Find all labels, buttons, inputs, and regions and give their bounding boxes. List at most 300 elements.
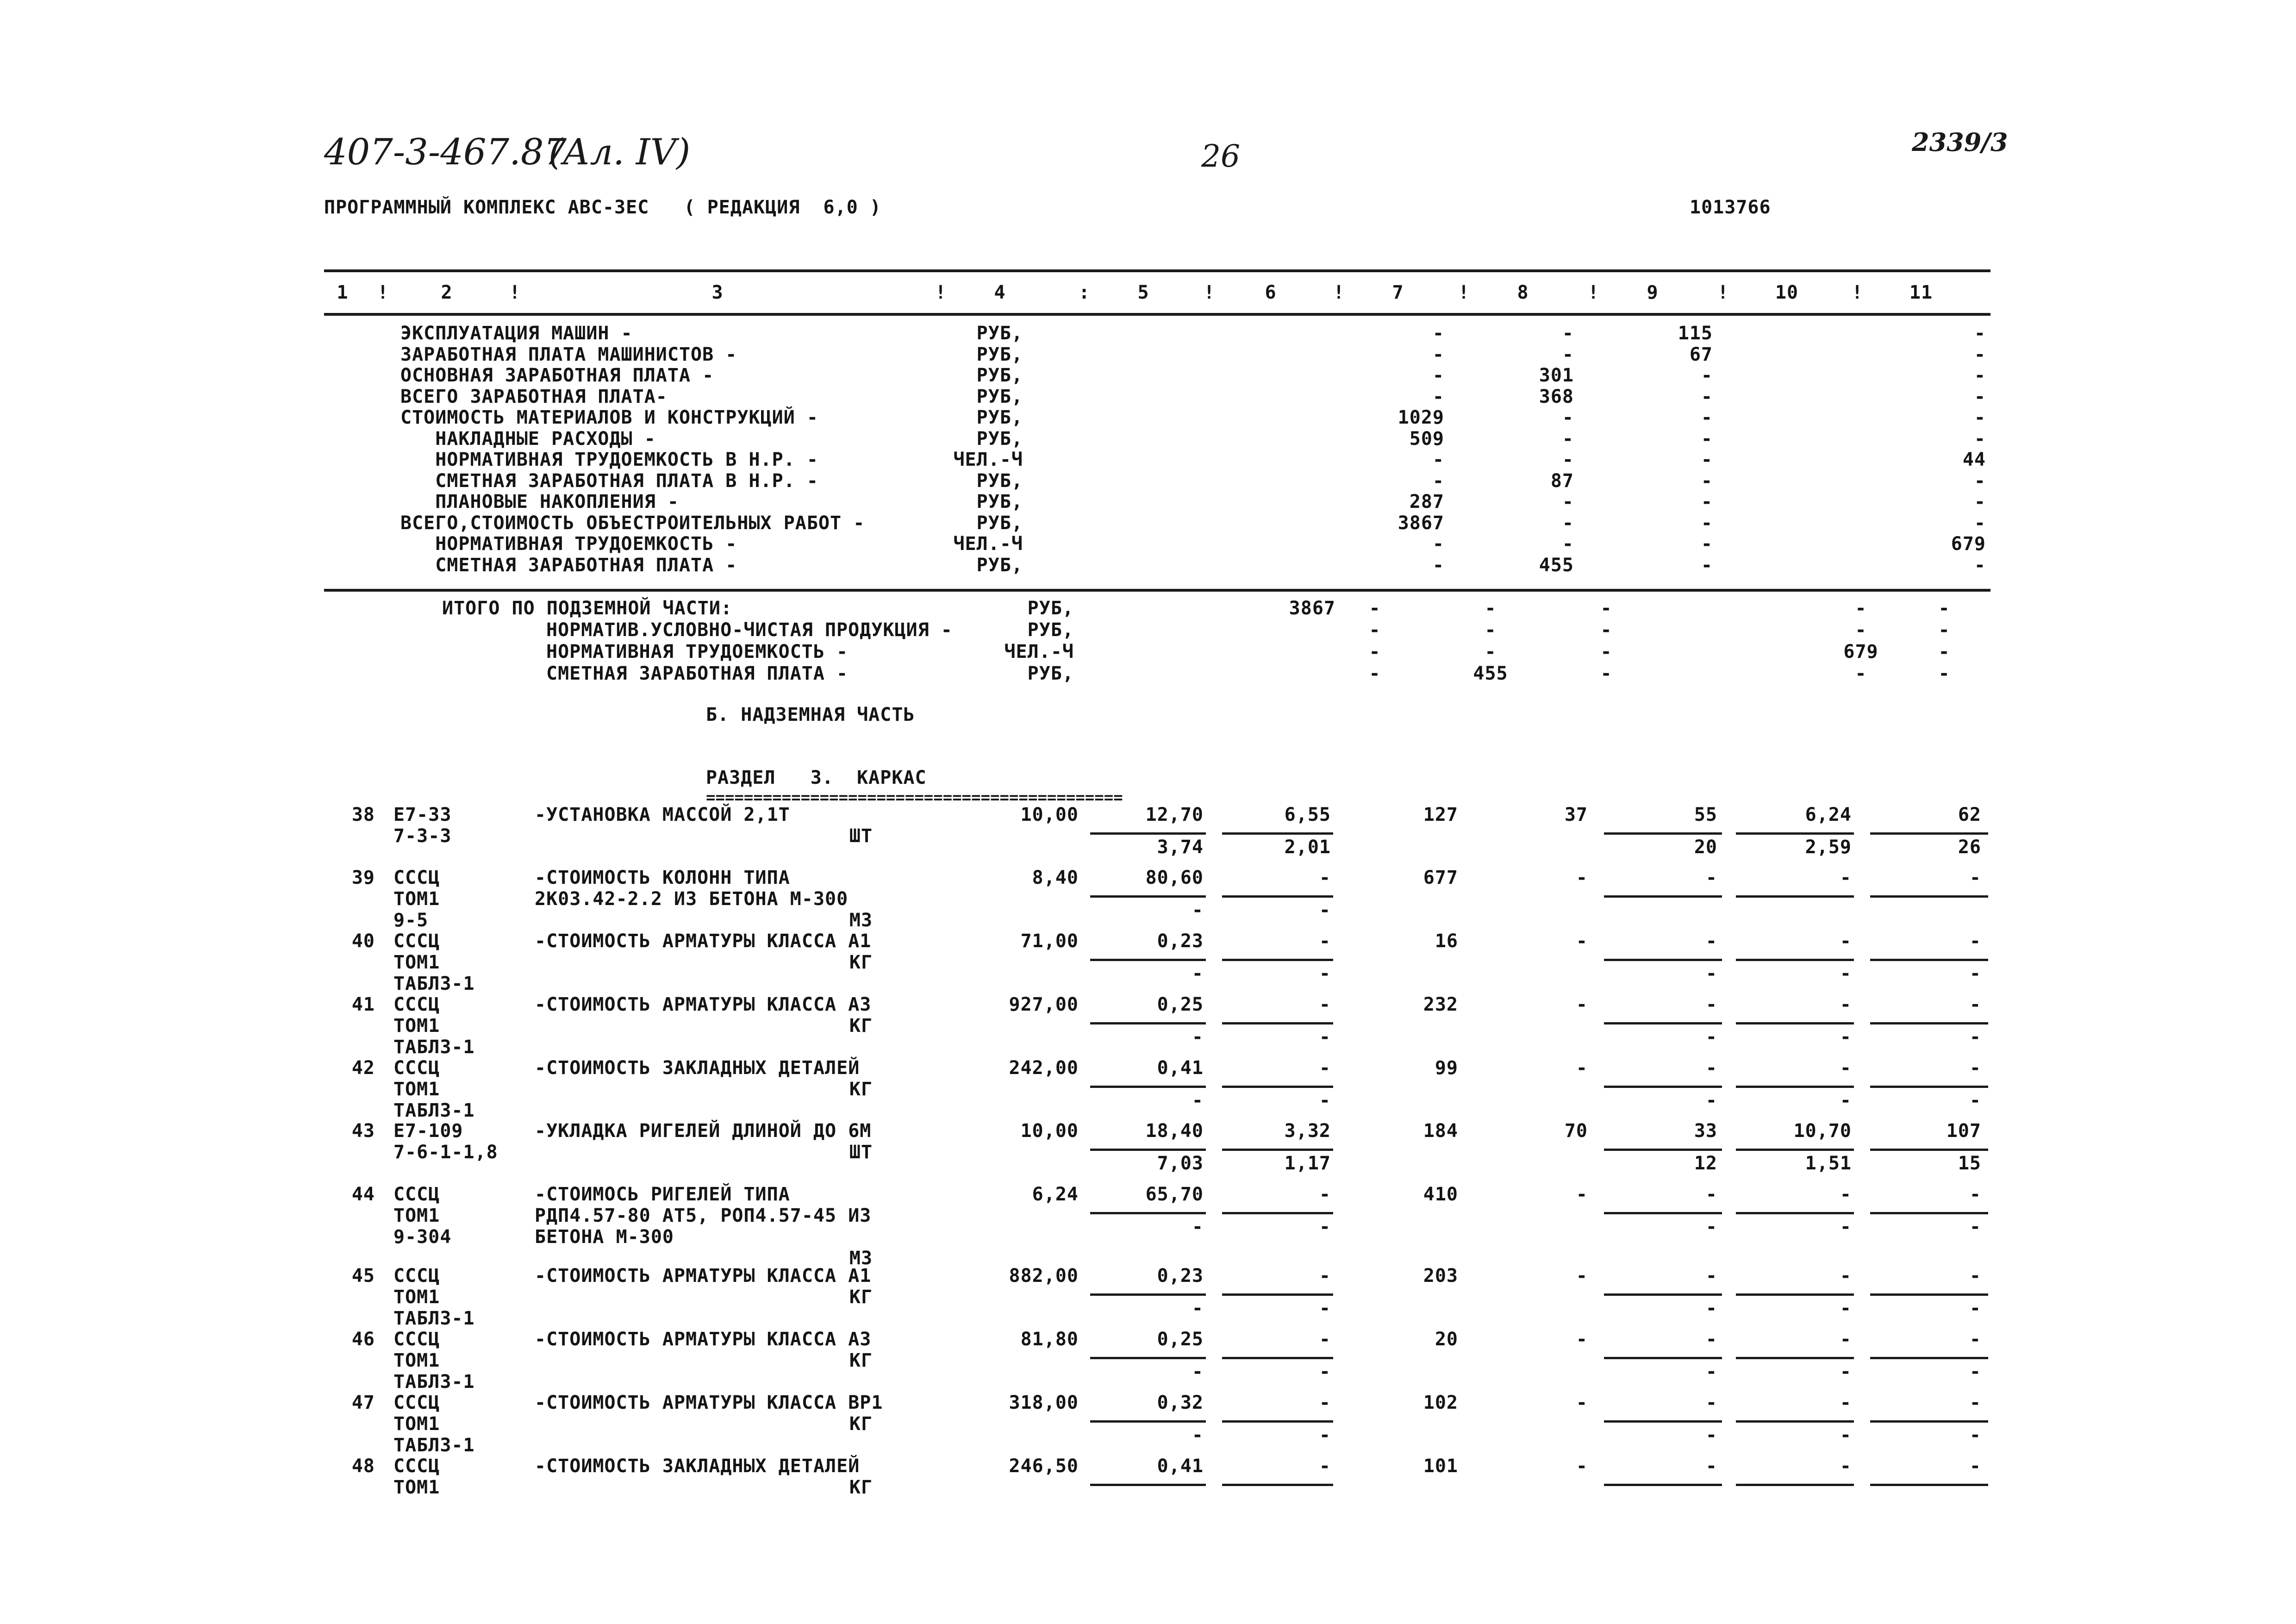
item-value-c10: - xyxy=(1840,931,1852,952)
item-quantity: 318,00 xyxy=(1009,1392,1079,1413)
summary-label: ПЛАНОВЫЕ НАКОПЛЕНИЯ - xyxy=(400,491,679,512)
summary-value-c11: 679 xyxy=(1951,533,1986,555)
underline-rule xyxy=(1222,1484,1333,1486)
summary-value-c8: 368 xyxy=(1539,386,1574,407)
item-code: СССЦ xyxy=(393,1392,440,1413)
total-label: НОРМАТИВ.УСЛОВНО-ЧИСТАЯ ПРОДУКЦИЯ - xyxy=(546,619,953,641)
summary-label: ВСЕГО,СТОИМОСТЬ ОБЪЕСТРОИТЕЛЬНЫХ РАБОТ - xyxy=(400,512,865,534)
item-subvalue-s6: - xyxy=(1319,1424,1331,1446)
underline-rule xyxy=(1870,832,1988,835)
item-subvalue-s5: 7,03 xyxy=(1157,1153,1204,1174)
item-value-c11: - xyxy=(1969,867,1981,888)
column-separator: ! xyxy=(1204,282,1216,303)
item-code: ТАБЛ3-1 xyxy=(393,1100,475,1121)
item-value-c9: - xyxy=(1705,1265,1717,1287)
total-unit: РУБ, xyxy=(1027,598,1074,619)
item-subvalue-s9: - xyxy=(1705,963,1717,984)
document-number: 1013766 xyxy=(1690,197,1771,218)
summary-value-c9: - xyxy=(1701,491,1713,512)
total-value-e: - xyxy=(1855,598,1867,619)
item-value-c10: - xyxy=(1840,1265,1852,1287)
item-quantity: 81,80 xyxy=(1020,1329,1079,1350)
subsection-heading: РАЗДЕЛ 3. КАРКАС xyxy=(706,767,927,788)
summary-value-c9: - xyxy=(1701,386,1713,407)
summary-unit: РУБ, xyxy=(976,512,1023,534)
item-subvalue-s5: - xyxy=(1192,899,1204,921)
underline-rule xyxy=(1222,1357,1333,1359)
item-value-c5: 0,41 xyxy=(1157,1057,1204,1079)
underline-rule xyxy=(1604,1357,1722,1359)
item-value-c6: - xyxy=(1319,1184,1331,1205)
total-value-e: 679 xyxy=(1843,641,1878,662)
item-value-c9: 55 xyxy=(1694,804,1717,825)
underline-rule xyxy=(1090,1357,1206,1359)
underline-rule xyxy=(1870,959,1988,961)
underline-rule xyxy=(1090,832,1206,835)
item-value-c6: - xyxy=(1319,1392,1331,1413)
item-number: 43 xyxy=(351,1120,375,1142)
item-code: СССЦ xyxy=(393,1057,440,1079)
summary-label: СМЕТНАЯ ЗАРАБОТНАЯ ПЛАТА - xyxy=(400,554,737,576)
summary-value-c8: - xyxy=(1562,344,1574,365)
column-number-3: 3 xyxy=(711,282,724,303)
item-code: ТОМ1 xyxy=(393,1477,440,1498)
underline-rule xyxy=(1604,1149,1722,1151)
item-subvalue-s5: - xyxy=(1192,1361,1204,1382)
item-value-c11: 62 xyxy=(1958,804,1981,825)
summary-label: НАКЛАДНЫЕ РАСХОДЫ - xyxy=(400,428,656,450)
total-unit: РУБ, xyxy=(1027,663,1074,684)
column-number-11: 11 xyxy=(1909,282,1933,303)
summary-unit: РУБ, xyxy=(976,470,1023,492)
item-subvalue-s11: 15 xyxy=(1958,1153,1981,1174)
summary-value-c11: - xyxy=(1974,365,1986,386)
item-code: Е7-33 xyxy=(393,804,452,825)
summary-unit: РУБ, xyxy=(976,365,1023,386)
item-value-c7: 677 xyxy=(1423,867,1458,888)
item-value-c9: - xyxy=(1705,1329,1717,1350)
item-value-c9: - xyxy=(1705,1184,1717,1205)
underline-rule xyxy=(1090,1149,1206,1151)
underline-rule xyxy=(1222,959,1333,961)
underline-rule xyxy=(1222,895,1333,898)
section-heading: Б. НАДЗЕМНАЯ ЧАСТЬ xyxy=(706,704,915,725)
item-value-c8: - xyxy=(1576,867,1588,888)
item-subvalue-s6: - xyxy=(1319,1216,1331,1237)
item-value-c6: 6,55 xyxy=(1284,804,1331,825)
item-description: РДП4.57-80 АТ5, РОП4.57-45 ИЗ xyxy=(535,1205,872,1226)
item-quantity: 10,00 xyxy=(1020,1120,1079,1142)
item-quantity: 882,00 xyxy=(1009,1265,1079,1287)
summary-value-c7: 509 xyxy=(1409,428,1444,450)
item-value-c7: 127 xyxy=(1423,804,1458,825)
summary-value-c8: 455 xyxy=(1539,554,1574,576)
underline-rule xyxy=(1736,1149,1854,1151)
summary-unit: РУБ, xyxy=(976,344,1023,365)
item-value-c5: 12,70 xyxy=(1145,804,1204,825)
item-number: 39 xyxy=(351,867,375,888)
underline-rule xyxy=(1222,1293,1333,1296)
summary-value-c9: - xyxy=(1701,554,1713,576)
item-unit: М3 xyxy=(849,910,873,931)
item-value-c7: 102 xyxy=(1423,1392,1458,1413)
item-number: 41 xyxy=(351,994,375,1015)
summary-value-c8: - xyxy=(1562,407,1574,428)
item-code: 9-5 xyxy=(393,910,429,931)
underline-rule xyxy=(1870,1293,1988,1296)
underline-rule xyxy=(1604,1293,1722,1296)
item-code: СССЦ xyxy=(393,1329,440,1350)
item-subvalue-s5: 3,74 xyxy=(1157,837,1204,858)
item-subvalue-s6: - xyxy=(1319,963,1331,984)
summary-value-c9: 115 xyxy=(1678,323,1713,344)
item-code: ТОМ1 xyxy=(393,1287,440,1308)
item-value-c11: 107 xyxy=(1946,1120,1981,1142)
underline-rule xyxy=(1604,1022,1722,1024)
item-value-c8: 70 xyxy=(1564,1120,1588,1142)
item-code: СССЦ xyxy=(393,1265,440,1287)
item-description: -СТОИМОСТЬ КОЛОНН ТИПА xyxy=(535,867,790,888)
item-code: СССЦ xyxy=(393,931,440,952)
item-value-c8: 37 xyxy=(1564,804,1588,825)
item-subvalue-s9: - xyxy=(1705,1026,1717,1048)
item-value-c8: - xyxy=(1576,1392,1588,1413)
summary-value-c9: - xyxy=(1701,533,1713,555)
underline-rule xyxy=(1604,832,1722,835)
item-value-c7: 184 xyxy=(1423,1120,1458,1142)
underline-rule xyxy=(1870,1357,1988,1359)
column-number-8: 8 xyxy=(1517,282,1529,303)
summary-value-c7: 3867 xyxy=(1398,512,1444,534)
column-separator: ! xyxy=(377,282,389,303)
total-value-b: - xyxy=(1369,598,1381,619)
total-value-b: - xyxy=(1369,641,1381,662)
column-number-10: 10 xyxy=(1775,282,1799,303)
item-subvalue-s11: - xyxy=(1969,1216,1981,1237)
item-unit: КГ xyxy=(849,1350,873,1371)
item-value-c7: 99 xyxy=(1435,1057,1458,1079)
summary-value-c7: - xyxy=(1432,365,1444,386)
summary-value-c7: 287 xyxy=(1409,491,1444,512)
total-value-d: - xyxy=(1600,598,1612,619)
item-description: -УСТАНОВКА МАССОЙ 2,1Т xyxy=(535,804,790,825)
underline-rule xyxy=(1870,1022,1988,1024)
underline-rule xyxy=(1090,895,1206,898)
column-number-4: 4 xyxy=(994,282,1006,303)
item-value-c5: 0,41 xyxy=(1157,1455,1204,1477)
item-number: 48 xyxy=(351,1455,375,1477)
column-number-9: 9 xyxy=(1647,282,1659,303)
summary-value-c11: - xyxy=(1974,407,1986,428)
subsection-rule: ============================================ xyxy=(706,788,1123,807)
document-code: 407-3-467.87 xyxy=(324,131,567,173)
item-subvalue-s6: - xyxy=(1319,1361,1331,1382)
total-value-b: - xyxy=(1369,619,1381,641)
total-unit: РУБ, xyxy=(1027,619,1074,641)
item-subvalue-s5: - xyxy=(1192,1298,1204,1319)
summary-value-c8: - xyxy=(1562,323,1574,344)
item-subvalue-s10: 2,59 xyxy=(1805,837,1852,858)
total-value-e: - xyxy=(1855,619,1867,641)
underline-rule xyxy=(1604,959,1722,961)
underline-rule xyxy=(1736,1212,1854,1214)
total-value-d: - xyxy=(1600,641,1612,662)
total-unit: ЧЕЛ.-Ч xyxy=(1004,641,1074,662)
underline-rule xyxy=(1870,1086,1988,1088)
item-code: ТОМ1 xyxy=(393,1205,440,1226)
summary-value-c11: 44 xyxy=(1962,449,1986,470)
item-value-c9: - xyxy=(1705,1455,1717,1477)
item-value-c10: - xyxy=(1840,1392,1852,1413)
summary-label: ЗАРАБОТНАЯ ПЛАТА МАШИНИСТОВ - xyxy=(400,344,737,365)
item-value-c7: 232 xyxy=(1423,994,1458,1015)
item-code: 7-6-1-1,8 xyxy=(393,1142,498,1163)
underline-rule xyxy=(1222,1149,1333,1151)
summary-value-c7: - xyxy=(1432,533,1444,555)
item-subvalue-s5: - xyxy=(1192,1026,1204,1048)
item-value-c10: - xyxy=(1840,994,1852,1015)
summary-value-c11: - xyxy=(1974,512,1986,534)
summary-value-c11: - xyxy=(1974,554,1986,576)
item-value-c8: - xyxy=(1576,1057,1588,1079)
total-title: ИТОГО ПО ПОДЗЕМНОЙ ЧАСТИ: xyxy=(442,598,733,619)
item-subvalue-s11: - xyxy=(1969,963,1981,984)
item-value-c7: 203 xyxy=(1423,1265,1458,1287)
underline-rule xyxy=(1604,1086,1722,1088)
item-subvalue-s10: 1,51 xyxy=(1805,1153,1852,1174)
item-quantity: 10,00 xyxy=(1020,804,1079,825)
column-separator: ! xyxy=(1333,282,1345,303)
summary-unit: РУБ, xyxy=(976,323,1023,344)
underline-rule xyxy=(1222,1086,1333,1088)
column-separator: ! xyxy=(1588,282,1600,303)
item-quantity: 246,50 xyxy=(1009,1455,1079,1477)
table-top-rule xyxy=(324,269,1990,272)
item-unit: КГ xyxy=(849,1287,873,1308)
item-subvalue-s11: - xyxy=(1969,1424,1981,1446)
summary-value-c8: - xyxy=(1562,512,1574,534)
item-value-c11: - xyxy=(1969,1455,1981,1477)
item-description: -СТОИМОСТЬ АРМАТУРЫ КЛАССА А3 xyxy=(535,994,872,1015)
underline-rule xyxy=(1090,1212,1206,1214)
item-subvalue-s5: - xyxy=(1192,1216,1204,1237)
item-code: ТОМ1 xyxy=(393,952,440,973)
column-number-2: 2 xyxy=(441,282,453,303)
item-subvalue-s6: - xyxy=(1319,1298,1331,1319)
item-subvalue-s10: - xyxy=(1840,1026,1852,1048)
item-value-c11: - xyxy=(1969,1265,1981,1287)
summary-value-c7: 1029 xyxy=(1398,407,1444,428)
summary-value-c11: - xyxy=(1974,491,1986,512)
item-subvalue-s9: - xyxy=(1705,1361,1717,1382)
summary-value-c8: - xyxy=(1562,428,1574,450)
summary-unit: ЧЕЛ.-Ч xyxy=(953,449,1023,470)
underline-rule xyxy=(1736,1086,1854,1088)
item-value-c6: - xyxy=(1319,931,1331,952)
item-code: ТОМ1 xyxy=(393,1413,440,1435)
item-subvalue-s10: - xyxy=(1840,1090,1852,1111)
item-unit: КГ xyxy=(849,1477,873,1498)
item-description: -СТОИМОСТЬ ЗАКЛАДНЫХ ДЕТАЛЕЙ xyxy=(535,1455,860,1477)
summary-value-c11: - xyxy=(1974,344,1986,365)
column-separator: ! xyxy=(1852,282,1864,303)
item-value-c8: - xyxy=(1576,994,1588,1015)
item-description: БЕТОНА М-300 xyxy=(535,1226,674,1248)
column-number-5: 5 xyxy=(1137,282,1149,303)
summary-unit: РУБ, xyxy=(976,554,1023,576)
item-value-c8: - xyxy=(1576,1184,1588,1205)
item-unit: КГ xyxy=(849,1413,873,1435)
total-value-b: - xyxy=(1369,663,1381,684)
summary-label: ОСНОВНАЯ ЗАРАБОТНАЯ ПЛАТА - xyxy=(400,365,714,386)
item-code: СССЦ xyxy=(393,1184,440,1205)
total-value-c: - xyxy=(1485,641,1497,662)
summary-label: СТОИМОСТЬ МАТЕРИАЛОВ И КОНСТРУКЦИЙ - xyxy=(400,407,818,428)
item-value-c10: - xyxy=(1840,867,1852,888)
item-value-c9: 33 xyxy=(1694,1120,1717,1142)
underline-rule xyxy=(1222,1022,1333,1024)
total-value-f: - xyxy=(1938,598,1950,619)
item-subvalue-s9: - xyxy=(1705,1424,1717,1446)
underline-rule xyxy=(1090,1086,1206,1088)
item-number: 44 xyxy=(351,1184,375,1205)
item-value-c11: - xyxy=(1969,994,1981,1015)
summary-value-c9: - xyxy=(1701,470,1713,492)
item-subvalue-s6: 2,01 xyxy=(1284,837,1331,858)
item-value-c6: 3,32 xyxy=(1284,1120,1331,1142)
item-value-c10: - xyxy=(1840,1184,1852,1205)
summary-value-c7: - xyxy=(1432,344,1444,365)
item-value-c6: - xyxy=(1319,1265,1331,1287)
item-subvalue-s10: - xyxy=(1840,1216,1852,1237)
item-value-c7: 101 xyxy=(1423,1455,1458,1477)
summary-unit: РУБ, xyxy=(976,386,1023,407)
item-number: 40 xyxy=(351,931,375,952)
summary-value-c9: 67 xyxy=(1689,344,1713,365)
column-header-rule xyxy=(324,313,1990,316)
item-value-c8: - xyxy=(1576,931,1588,952)
item-quantity: 71,00 xyxy=(1020,931,1079,952)
item-subvalue-s6: 1,17 xyxy=(1284,1153,1331,1174)
underline-rule xyxy=(1090,959,1206,961)
item-value-c9: - xyxy=(1705,1392,1717,1413)
item-subvalue-s11: - xyxy=(1969,1298,1981,1319)
summary-value-c8: - xyxy=(1562,491,1574,512)
underline-rule xyxy=(1736,832,1854,835)
underline-rule xyxy=(1090,1022,1206,1024)
summary-value-c7: - xyxy=(1432,554,1444,576)
total-label: СМЕТНАЯ ЗАРАБОТНАЯ ПЛАТА - xyxy=(546,663,849,684)
item-value-c7: 410 xyxy=(1423,1184,1458,1205)
summary-value-c8: - xyxy=(1562,449,1574,470)
item-unit: КГ xyxy=(849,1015,873,1037)
item-value-c8: - xyxy=(1576,1329,1588,1350)
underline-rule xyxy=(1870,1420,1988,1423)
item-subvalue-s6: - xyxy=(1319,899,1331,921)
total-value-c: - xyxy=(1485,619,1497,641)
item-code: ТОМ1 xyxy=(393,888,440,910)
item-subvalue-s5: - xyxy=(1192,1090,1204,1111)
item-unit: КГ xyxy=(849,1079,873,1100)
item-description: -СТОИМОСТЬ АРМАТУРЫ КЛАССА А1 xyxy=(535,1265,872,1287)
summary-value-c7: - xyxy=(1432,386,1444,407)
item-unit: М3 xyxy=(849,1248,873,1269)
album-note: (Ал. IV) xyxy=(549,131,691,173)
item-value-c8: - xyxy=(1576,1265,1588,1287)
item-value-c5: 0,32 xyxy=(1157,1392,1204,1413)
summary-unit: РУБ, xyxy=(976,428,1023,450)
column-separator: ! xyxy=(1458,282,1470,303)
item-unit: КГ xyxy=(849,952,873,973)
summary-value-c7: - xyxy=(1432,470,1444,492)
item-description: -СТОИМОСТЬ АРМАТУРЫ КЛАССА ВР1 xyxy=(535,1392,883,1413)
item-code: СССЦ xyxy=(393,1455,440,1477)
underline-rule xyxy=(1604,1484,1722,1486)
item-value-c6: - xyxy=(1319,1455,1331,1477)
item-value-c6: - xyxy=(1319,1057,1331,1079)
item-subvalue-s9: 12 xyxy=(1694,1153,1717,1174)
item-value-c6: - xyxy=(1319,994,1331,1015)
item-value-c11: - xyxy=(1969,1057,1981,1079)
column-separator: : xyxy=(1079,282,1091,303)
summary-value-c8: 87 xyxy=(1550,470,1574,492)
column-number-6: 6 xyxy=(1265,282,1277,303)
summary-value-c11: - xyxy=(1974,323,1986,344)
item-code: СССЦ xyxy=(393,994,440,1015)
item-value-c10: - xyxy=(1840,1455,1852,1477)
item-value-c9: - xyxy=(1705,994,1717,1015)
item-subvalue-s9: - xyxy=(1705,1298,1717,1319)
item-subvalue-s11: - xyxy=(1969,1361,1981,1382)
underline-rule xyxy=(1604,1212,1722,1214)
item-value-c7: 20 xyxy=(1435,1329,1458,1350)
item-code: ТАБЛ3-1 xyxy=(393,1371,475,1393)
item-value-c5: 0,23 xyxy=(1157,931,1204,952)
total-label: НОРМАТИВНАЯ ТРУДОЕМКОСТЬ - xyxy=(546,641,849,662)
item-value-c5: 80,60 xyxy=(1145,867,1204,888)
column-separator: ! xyxy=(1717,282,1729,303)
item-number: 42 xyxy=(351,1057,375,1079)
item-value-c11: - xyxy=(1969,1184,1981,1205)
item-value-c5: 65,70 xyxy=(1145,1184,1204,1205)
total-value-f: - xyxy=(1938,619,1950,641)
underline-rule xyxy=(1736,1293,1854,1296)
summary-value-c8: - xyxy=(1562,533,1574,555)
item-value-c9: - xyxy=(1705,931,1717,952)
item-code: ТОМ1 xyxy=(393,1350,440,1371)
summary-value-c9: - xyxy=(1701,449,1713,470)
underline-rule xyxy=(1870,1484,1988,1486)
item-subvalue-s10: - xyxy=(1840,1298,1852,1319)
total-value-d: - xyxy=(1600,663,1612,684)
item-value-c9: - xyxy=(1705,867,1717,888)
underline-rule xyxy=(1222,832,1333,835)
item-number: 46 xyxy=(351,1329,375,1350)
underline-rule xyxy=(1090,1293,1206,1296)
item-code: ТАБЛ3-1 xyxy=(393,973,475,994)
underline-rule xyxy=(1090,1484,1206,1486)
item-subvalue-s6: - xyxy=(1319,1090,1331,1111)
item-quantity: 242,00 xyxy=(1009,1057,1079,1079)
item-value-c10: - xyxy=(1840,1057,1852,1079)
summary-value-c7: - xyxy=(1432,323,1444,344)
summary-label: НОРМАТИВНАЯ ТРУДОЕМКОСТЬ В Н.Р. - xyxy=(400,449,818,470)
summary-unit: РУБ, xyxy=(976,491,1023,512)
item-description: -СТОИМОСТЬ АРМАТУРЫ КЛАССА А1 xyxy=(535,931,872,952)
underline-rule xyxy=(1604,895,1722,898)
column-separator: ! xyxy=(935,282,947,303)
program-title: ПРОГРАММНЫЙ КОМПЛЕКС АВС-3ЕС ( РЕДАКЦИЯ 6,0 ) xyxy=(324,197,881,218)
